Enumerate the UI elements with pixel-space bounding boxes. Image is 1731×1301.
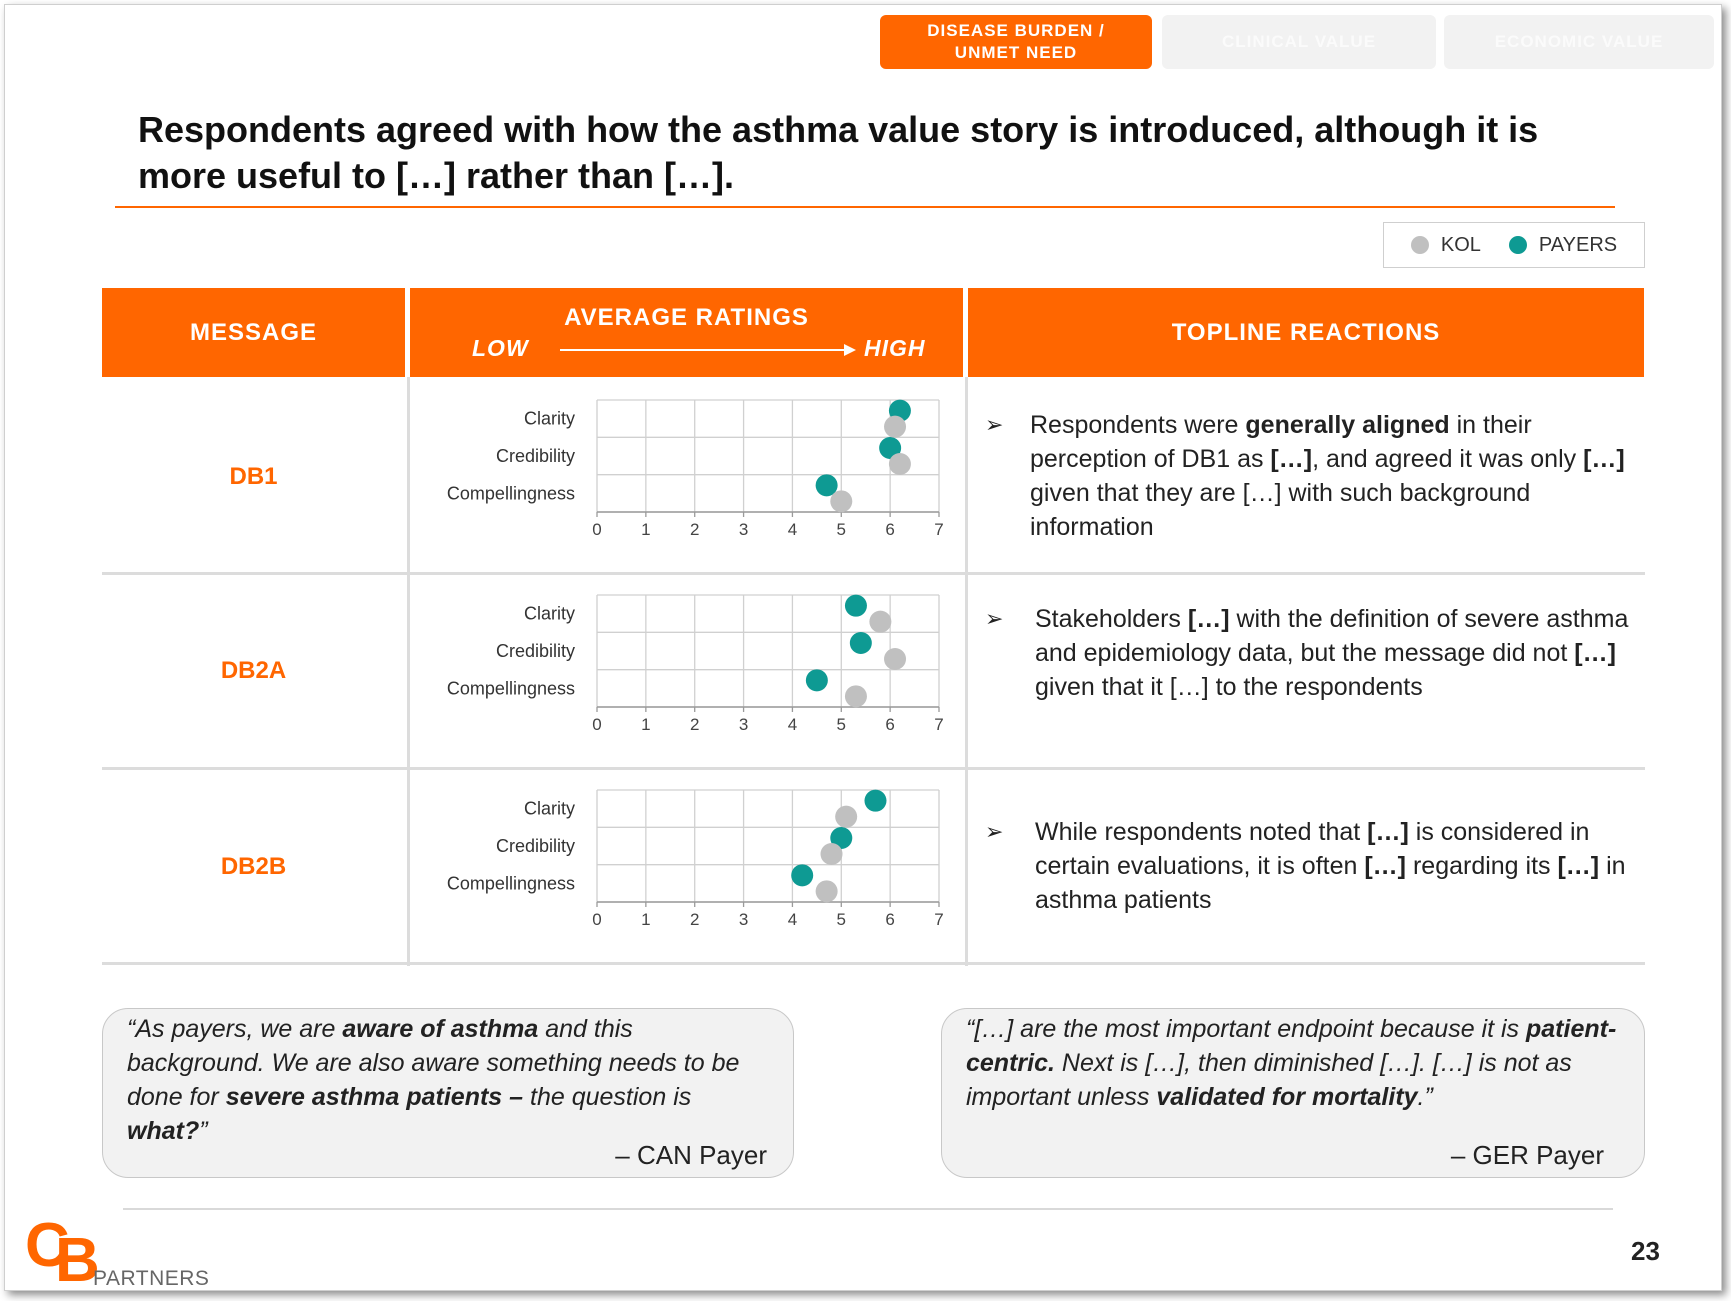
x-tick-label: 5: [836, 910, 847, 929]
header-low-label: LOW: [472, 335, 529, 361]
scatter-svg: [410, 582, 963, 772]
legend-payers-label: PAYERS: [1538, 233, 1618, 256]
legend-item-kol: [1411, 234, 1481, 257]
x-tick-label: 7: [934, 520, 944, 539]
y-category-label: Clarity: [523, 798, 575, 819]
x-tick-label: 5: [836, 715, 847, 734]
scatter-svg: [410, 387, 963, 577]
header-average-ratings-label: AVERAGE RATINGS: [564, 304, 809, 331]
reaction-db1-text: Respondents were generally aligned in their perception of DB1 as […], and agreed it was only […] given that they are […] with such background information: [1030, 411, 1625, 541]
reaction-db2a-text: Stakeholders […] with the definition of severe asthma and epidemiology data, but the message did not […] given that it […] to the respondents: [1035, 605, 1629, 701]
reaction-db2b-text: While respondents noted that […] is considered in certain evaluations, it is often […] regarding its […] in asthma patients: [1035, 818, 1626, 914]
data-point-kol: [835, 806, 857, 828]
x-tick-label: 7: [934, 715, 944, 734]
row-label-db2a: DB2A: [220, 657, 287, 684]
tab-disease-burden[interactable]: DISEASE BURDEN / UNMET NEED: [880, 15, 1152, 69]
data-point-kol: [889, 453, 911, 475]
x-tick-label: 7: [934, 910, 944, 929]
x-tick-label: 1: [641, 715, 651, 734]
x-tick-label: 6: [885, 520, 895, 539]
legend-payers-marker: [1509, 236, 1527, 254]
data-point-payers: [850, 632, 872, 654]
x-tick-label: 3: [738, 910, 749, 929]
scale-arrow-head: [844, 344, 856, 356]
ratings-chart-db1: [410, 387, 963, 577]
x-tick-label: 6: [885, 910, 895, 929]
y-category-label: Compellingness: [446, 678, 575, 699]
x-tick-label: 5: [836, 520, 847, 539]
chart-legend: [1383, 222, 1645, 268]
page-number: 23: [1631, 1236, 1660, 1266]
y-category-label: Clarity: [523, 603, 575, 624]
quote-can-payer-attribution: – CAN Payer: [615, 1140, 767, 1170]
data-point-kol: [816, 880, 838, 902]
scatter-svg: [410, 777, 963, 967]
legend-kol-marker: [1411, 236, 1429, 254]
tab-clinical-value[interactable]: CLINICAL VALUE: [1162, 15, 1436, 69]
data-point-payers: [864, 790, 886, 812]
header-message: [102, 288, 405, 377]
header-topline: [968, 288, 1644, 377]
row-label-db2b: DB2B: [220, 853, 287, 880]
quote-ger-payer: [941, 1008, 1645, 1178]
legend-item-payers: [1509, 234, 1617, 257]
x-tick-label: 4: [787, 520, 798, 539]
y-category-label: Compellingness: [446, 873, 575, 894]
x-tick-label: 4: [787, 910, 798, 929]
y-category-label: Credibility: [495, 836, 575, 856]
header-message-label: MESSAGE: [189, 318, 318, 346]
logo-letter-c: C: [25, 1211, 70, 1280]
x-tick-label: 3: [738, 715, 749, 734]
data-point-kol: [821, 843, 843, 865]
y-category-label: Credibility: [495, 641, 575, 661]
x-tick-label: 4: [787, 715, 798, 734]
column-divider: [965, 377, 968, 966]
quote-can-payer: [102, 1008, 794, 1178]
title-divider: [115, 206, 1615, 208]
quote-can-payer-text: “As payers, we are aware of asthma and this background. We are also aware something needs to be done for severe asthma patients – the question is what?”: [127, 1015, 740, 1145]
ratings-chart-db2a: [410, 582, 963, 772]
scale-arrow-line: [560, 349, 846, 351]
data-point-kol: [884, 416, 906, 438]
data-point-payers: [791, 864, 813, 886]
x-tick-label: 0: [592, 520, 602, 539]
header-average-ratings: [410, 288, 963, 377]
x-tick-label: 2: [689, 715, 700, 734]
y-category-label: Compellingness: [446, 483, 575, 504]
data-point-kol: [869, 611, 891, 633]
x-tick-label: 1: [641, 910, 651, 929]
x-tick-label: 2: [689, 520, 700, 539]
x-tick-label: 2: [689, 910, 700, 929]
logo-letter-b: B: [55, 1226, 100, 1291]
x-tick-label: 1: [641, 520, 651, 539]
header-high-label: HIGH: [864, 335, 926, 361]
tab-economic-value[interactable]: ECONOMIC VALUE: [1444, 15, 1714, 69]
row-label-db1: DB1: [229, 463, 278, 490]
quote-ger-payer-attribution: – GER Payer: [1450, 1140, 1604, 1170]
legend-kol-label: KOL: [1440, 233, 1481, 256]
data-point-payers: [806, 669, 828, 691]
x-tick-label: 0: [592, 910, 602, 929]
arrow-bullet-icon: ➢: [985, 606, 1004, 631]
logo-word: PARTNERS: [93, 1267, 210, 1290]
x-tick-label: 6: [885, 715, 895, 734]
footer-divider: [123, 1208, 1613, 1210]
ratings-chart-db2b: [410, 777, 963, 967]
arrow-bullet-icon: ➢: [985, 412, 1004, 437]
header-topline-label: TOPLINE REACTIONS: [1171, 318, 1441, 346]
page-title: Respondents agreed with how the asthma value story is introduced, although it is more useful to […] rather than […].: [138, 109, 1539, 196]
data-point-kol: [830, 490, 852, 512]
data-point-kol: [884, 648, 906, 670]
quote-ger-payer-text: “[…] are the most important endpoint because it is patient-centric. Next is […], then diminished […]. […] is not as important unless validated for mortality.”: [966, 1015, 1617, 1111]
y-category-label: Credibility: [495, 446, 575, 466]
x-tick-label: 3: [738, 520, 749, 539]
x-tick-label: 0: [592, 715, 602, 734]
y-category-label: Clarity: [523, 408, 575, 429]
arrow-bullet-icon: ➢: [985, 819, 1004, 844]
cb-partners-logo: [25, 1210, 225, 1290]
slide: [4, 4, 1722, 1291]
data-point-payers: [845, 595, 867, 617]
data-point-kol: [845, 685, 867, 707]
